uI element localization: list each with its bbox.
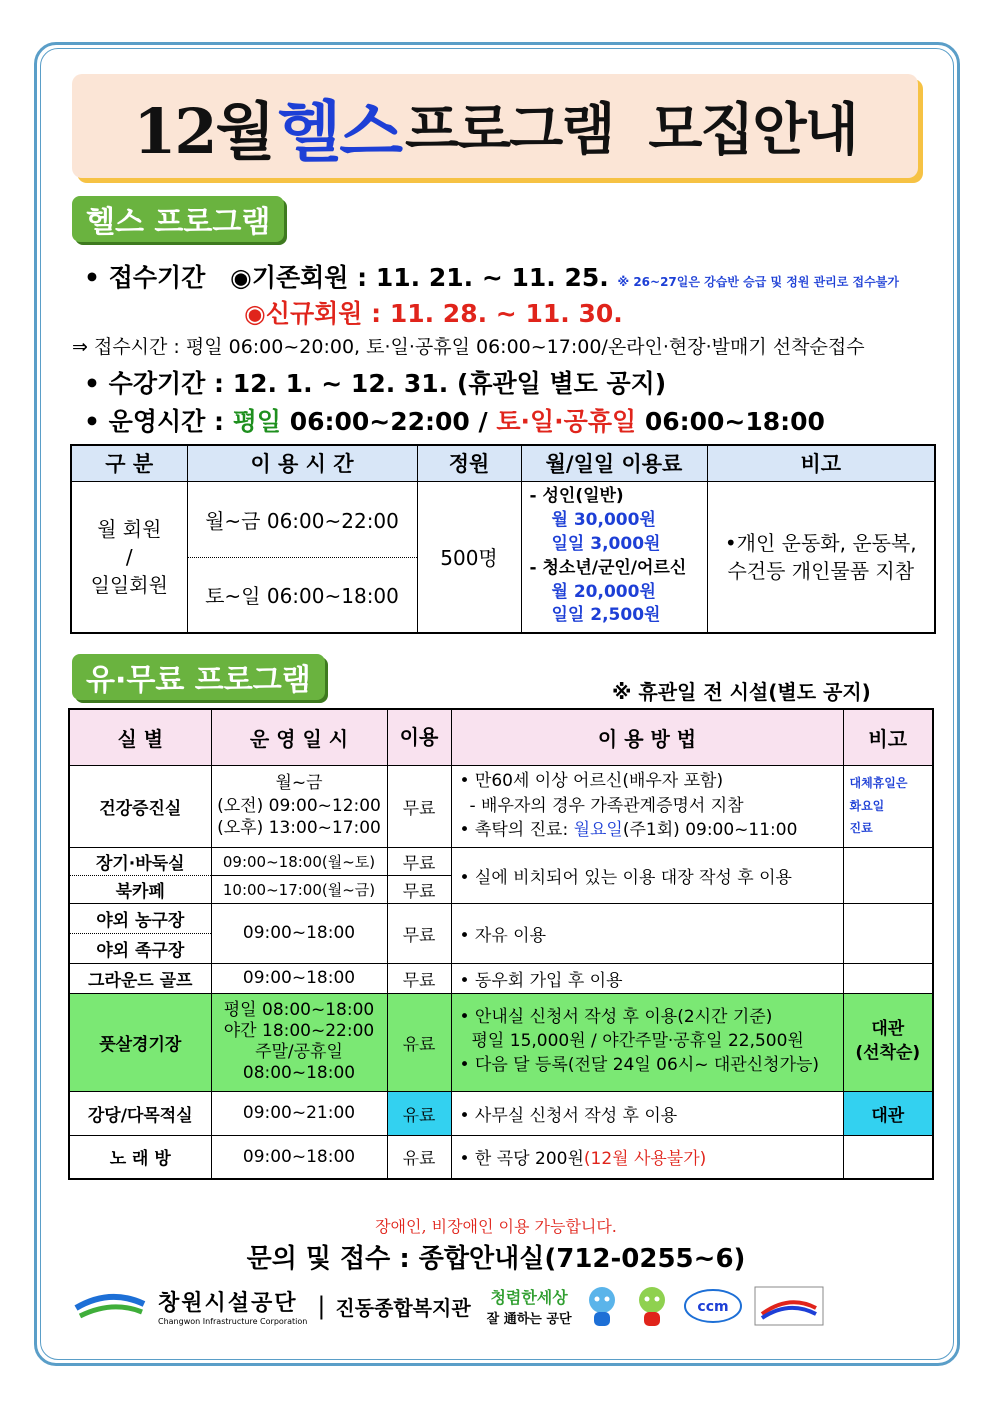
room-note: 대체휴일은 화요일 진료 bbox=[843, 765, 933, 847]
room-note bbox=[843, 847, 933, 903]
th-note: 비고 bbox=[707, 445, 935, 481]
room-time: 09:00~18:00 bbox=[211, 1135, 387, 1179]
method-line: • 촉탁의 진료: bbox=[459, 820, 574, 841]
room-note bbox=[843, 1135, 933, 1179]
reception-existing-note: ※ 26~27일은 강습반 승급 및 정원 관리로 접수불가 bbox=[617, 275, 899, 289]
closure-notice: ※ 휴관일 전 시설(별도 공지) bbox=[612, 680, 871, 704]
room-fee: 유료 bbox=[387, 1091, 451, 1135]
table-row bbox=[69, 765, 933, 847]
room-fee: 유료 bbox=[387, 993, 451, 1091]
bullet: • bbox=[84, 263, 100, 292]
room-note bbox=[843, 963, 933, 993]
title-month: 12월 bbox=[133, 94, 274, 168]
method-line: - 배우자의 경우 가족관계증명서 지참 bbox=[469, 795, 744, 816]
reception-existing: ◉기존회원 : 11. 21. ~ 11. 25. bbox=[230, 263, 609, 292]
room-time: 09:00~18:00(월~토) bbox=[211, 847, 387, 875]
reception-new: ◉신규회원 : 11. 28. ~ 11. 30. bbox=[244, 299, 623, 328]
ccm-logo-icon bbox=[682, 1286, 744, 1326]
mascot-green-icon bbox=[632, 1284, 672, 1328]
health-category: 월 회원 / 일일회원 bbox=[71, 481, 187, 633]
fee-adult-month: 월 30,000원 bbox=[551, 510, 656, 531]
fee-youth-month: 월 20,000원 bbox=[551, 581, 656, 602]
room-name: 그라운드 골프 bbox=[69, 963, 211, 993]
room-name: 강당/다목적실 bbox=[69, 1091, 211, 1135]
reception-hours: ⇒ 접수시간 : 평일 06:00~20:00, 토·일·공휴일 06:00~17:00/온라인·현장·발매기 선착순접수 bbox=[72, 336, 865, 358]
table-row bbox=[69, 1135, 933, 1179]
th-fee: 월/일일 이용료 bbox=[521, 445, 707, 481]
health-capacity: 500명 bbox=[417, 481, 521, 633]
reception-label: 접수기간 bbox=[108, 263, 206, 292]
changwon-logo-icon bbox=[72, 1286, 148, 1326]
fee-youth: - 청소년/군인/어르신 bbox=[529, 557, 687, 578]
operating-weekday-time: 06:00~22:00 / bbox=[281, 407, 497, 436]
certification-logo-icon bbox=[754, 1286, 824, 1326]
operating-weekend: 토·일·공휴일 bbox=[496, 407, 637, 436]
method-line: • 안내실 신청서 작성 후 이용(2시간 기준) bbox=[459, 1007, 773, 1028]
room-fee: 무료 bbox=[387, 765, 451, 847]
title-health: 헬스 bbox=[277, 92, 401, 171]
th-category: 구 분 bbox=[71, 445, 187, 481]
health-section-label: 헬스 프로그램 bbox=[72, 196, 284, 242]
health-fees bbox=[521, 481, 707, 633]
operating-hours bbox=[84, 402, 825, 438]
room-time: 09:00~18:00 bbox=[211, 963, 387, 993]
ccm-text: ccm bbox=[696, 1299, 729, 1315]
org2-name: 진동종합복지관 bbox=[335, 1295, 471, 1320]
health-time-weekday: 월~금 06:00~22:00 bbox=[187, 481, 417, 557]
room-time: 평일 08:00~18:00 야간 18:00~22:00 주말/공휴일 08:00~18:00 bbox=[211, 993, 387, 1091]
room-fee: 유료 bbox=[387, 1135, 451, 1179]
reception-existing-line bbox=[84, 258, 899, 294]
operating-weekend-time: 06:00~18:00 bbox=[636, 407, 825, 436]
room-fee: 무료 bbox=[387, 903, 451, 963]
fee-adult: - 성인(일반) bbox=[529, 486, 624, 507]
room-method bbox=[451, 1135, 843, 1179]
table-row bbox=[69, 1091, 933, 1135]
mascot-blue-icon bbox=[582, 1284, 622, 1328]
room-name: 북카페 bbox=[69, 875, 211, 903]
title-rest: 프로그램 모집안내 bbox=[404, 97, 857, 163]
table-row bbox=[69, 993, 933, 1091]
room-name: 풋살경기장 bbox=[69, 993, 211, 1091]
contact-info: 문의 및 접수 : 종합안내실(712-0255~6) bbox=[246, 1244, 746, 1274]
room-time: 09:00~18:00 bbox=[211, 903, 387, 963]
method-monday: 월요일 bbox=[573, 820, 623, 841]
room-name: 장기·바둑실 bbox=[69, 847, 211, 875]
operating-label: • 운영시간 : bbox=[84, 407, 233, 436]
room-method: • 실에 비치되어 있는 이용 대장 작성 후 이용 bbox=[451, 847, 843, 903]
program-section-label: 유·무료 프로그램 bbox=[72, 654, 325, 700]
room-fee: 무료 bbox=[387, 875, 451, 903]
accessibility-note: 장애인, 비장애인 이용 가능합니다. bbox=[375, 1217, 617, 1236]
room-time: 10:00~17:00(월~금) bbox=[211, 875, 387, 903]
slogan-sub: 잘 通하는 공단 bbox=[486, 1312, 572, 1327]
org1-name: 창원시설공단 bbox=[158, 1291, 298, 1316]
course-period: • 수강기간 : 12. 1. ~ 12. 31. (휴관일 별도 공지) bbox=[84, 369, 667, 398]
room-name: 건강증진실 bbox=[69, 765, 211, 847]
th-method: 이 용 방 법 bbox=[451, 709, 843, 765]
org1-name-en: Changwon Infrastructure Corporation bbox=[158, 1317, 308, 1326]
table-row bbox=[69, 903, 933, 933]
method-unavailable: (12월 사용불가) bbox=[583, 1149, 707, 1170]
footer-logos bbox=[72, 1282, 938, 1330]
org1-block bbox=[158, 1286, 307, 1326]
room-name: 야외 족구장 bbox=[69, 933, 211, 963]
table-row bbox=[69, 847, 933, 875]
program-table bbox=[68, 708, 934, 1180]
slogan-main: 청렴한세상 bbox=[490, 1288, 568, 1307]
method-line: • 다음 달 등록(전달 24일 06시~ 대관신청가능) bbox=[459, 1054, 820, 1075]
page-title bbox=[72, 74, 918, 178]
room-method bbox=[451, 993, 843, 1091]
table-row bbox=[69, 963, 933, 993]
fee-youth-day: 일일 2,500원 bbox=[551, 605, 661, 626]
th-capacity: 정원 bbox=[417, 445, 521, 481]
th-schedule: 운 영 일 시 bbox=[211, 709, 387, 765]
slogan-block bbox=[487, 1285, 572, 1327]
method-line: • 한 곡당 200원 bbox=[459, 1149, 584, 1170]
room-name: 노 래 방 bbox=[69, 1135, 211, 1179]
room-method: • 사무실 신청서 작성 후 이용 bbox=[451, 1091, 843, 1135]
th-room: 실 별 bbox=[69, 709, 211, 765]
room-fee: 무료 bbox=[387, 847, 451, 875]
room-note bbox=[843, 903, 933, 963]
method-line: 평일 15,000원 / 야간주말·공휴일 22,500원 bbox=[471, 1031, 804, 1052]
th-time: 이 용 시 간 bbox=[187, 445, 417, 481]
th-program-note: 비고 bbox=[843, 709, 933, 765]
method-line: • 만60세 이상 어르신(배우자 포함) bbox=[459, 771, 724, 792]
health-time-weekend: 토~일 06:00~18:00 bbox=[187, 557, 417, 633]
health-table bbox=[70, 444, 936, 634]
room-method: • 자유 이용 bbox=[451, 903, 843, 963]
room-note: 대관 (선착순) bbox=[843, 993, 933, 1091]
separator: | bbox=[317, 1292, 326, 1320]
room-time: 09:00~21:00 bbox=[211, 1091, 387, 1135]
room-time: 월~금 (오전) 09:00~12:00 (오후) 13:00~17:00 bbox=[211, 765, 387, 847]
fee-adult-day: 일일 3,000원 bbox=[551, 533, 661, 554]
health-note: •개인 운동화, 운동복, 수건등 개인물품 지참 bbox=[707, 481, 935, 633]
method-line: (주1회) 09:00~11:00 bbox=[622, 820, 798, 841]
room-note: 대관 bbox=[843, 1091, 933, 1135]
room-name: 야외 농구장 bbox=[69, 903, 211, 933]
room-method bbox=[451, 765, 843, 847]
room-method: • 동우회 가입 후 이용 bbox=[451, 963, 843, 993]
operating-weekday: 평일 bbox=[232, 407, 282, 436]
th-usage: 이용 bbox=[387, 709, 451, 765]
room-fee: 무료 bbox=[387, 963, 451, 993]
